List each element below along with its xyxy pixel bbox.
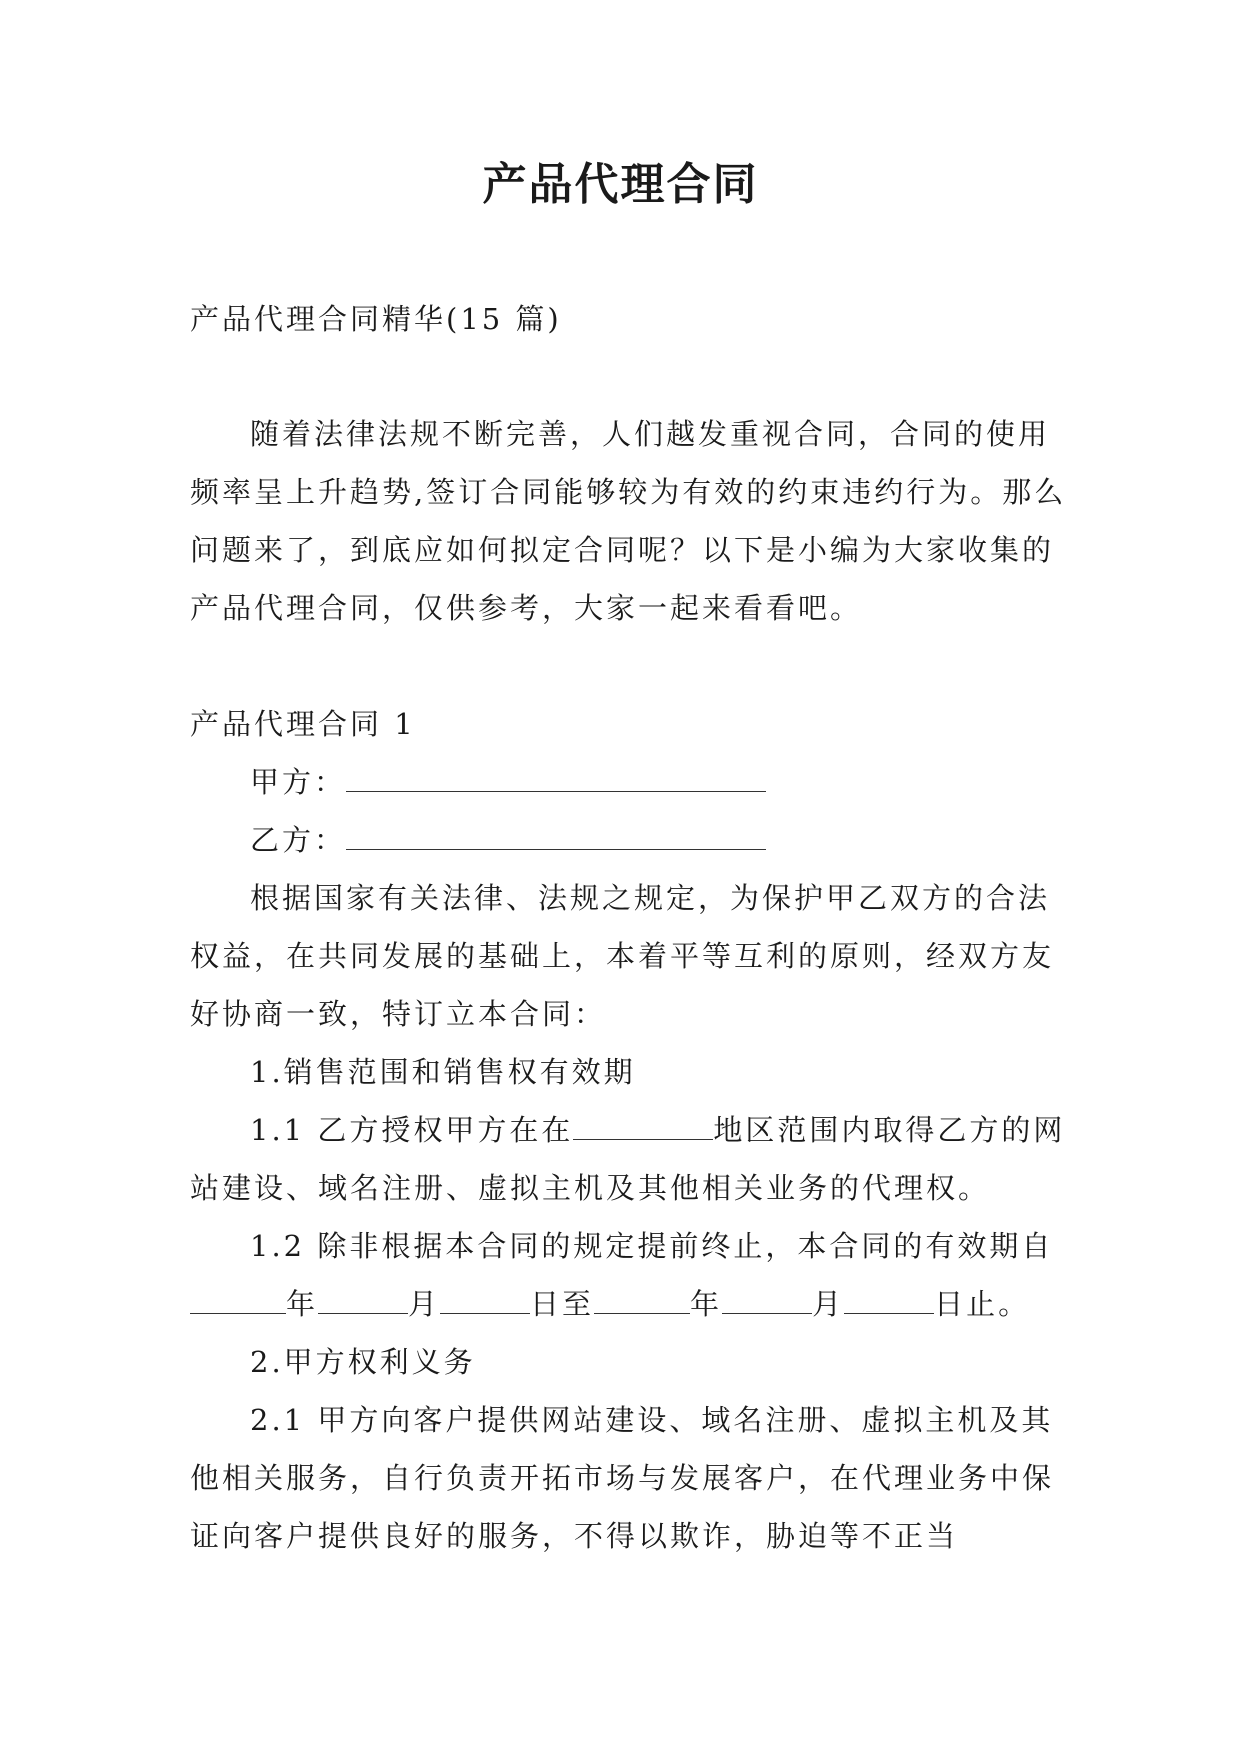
end-month-label: 月 bbox=[812, 1287, 845, 1321]
end-year-blank bbox=[594, 1287, 690, 1314]
day-end-label: 日止。 bbox=[934, 1287, 1031, 1321]
section-1-title: 1.销售范围和销售权有效期 bbox=[250, 1055, 636, 1089]
clause-1-1-text-end: 地区范围内取得乙方的网站建设、域名注册、虚拟主机及其他相关业务的代理权。 bbox=[190, 1113, 1066, 1205]
end-year-label: 年 bbox=[690, 1287, 723, 1321]
section-2-title: 2.甲方权利义务 bbox=[250, 1345, 476, 1379]
region-blank bbox=[573, 1113, 713, 1140]
end-day-blank bbox=[844, 1287, 934, 1314]
day-to-label: 日至 bbox=[530, 1287, 595, 1321]
clause-1-1 bbox=[190, 1101, 1070, 1217]
start-day-blank bbox=[440, 1287, 530, 1314]
party-a-blank bbox=[346, 765, 766, 792]
clause-1-1-text-start: 1.1 乙方授权甲方在在 bbox=[250, 1113, 574, 1147]
preamble-paragraph: 根据国家有关法律、法规之规定，为保护甲乙双方的合法权益，在共同发展的基础上，本着平等互利的原则，经双方友好协商一致，特订立本合同： bbox=[190, 881, 1055, 1031]
clause-1-2 bbox=[190, 1217, 1070, 1333]
clause-1-2-text: 1.2 除非根据本合同的规定提前终止，本合同的有效期自 bbox=[250, 1229, 1054, 1263]
party-b-blank bbox=[346, 823, 766, 850]
clause-2-1: 2.1 甲方向客户提供网站建设、域名注册、虚拟主机及其他相关服务，自行负责开拓市场与发展客户，在代理业务中保证向客户提供良好的服务，不得以欺诈，胁迫等不正当 bbox=[190, 1403, 1055, 1553]
start-year-blank bbox=[190, 1287, 286, 1314]
start-month-blank bbox=[318, 1287, 408, 1314]
document-title: 产品代理合同 bbox=[482, 159, 759, 210]
start-year-label: 年 bbox=[286, 1287, 319, 1321]
start-month-label: 月 bbox=[408, 1287, 441, 1321]
end-month-blank bbox=[722, 1287, 812, 1314]
contract-1 bbox=[190, 695, 1070, 1565]
intro-paragraph: 随着法律法规不断完善，人们越发重视合同，合同的使用频率呈上升趋势,签订合同能够较为有效的约束违约行为。那么问题来了，到底应如何拟定合同呢？以下是小编为大家收集的产品代理合同，仅供参考，大家一起来看看吧。 bbox=[190, 417, 1067, 625]
document-subtitle: 产品代理合同精华(15 篇) bbox=[190, 302, 562, 336]
party-a-label: 甲方： bbox=[250, 765, 347, 799]
contract-1-heading: 产品代理合同 1 bbox=[190, 707, 416, 741]
party-b-line bbox=[190, 811, 1070, 869]
party-b-label: 乙方： bbox=[250, 823, 347, 857]
party-a-line bbox=[190, 753, 1070, 811]
